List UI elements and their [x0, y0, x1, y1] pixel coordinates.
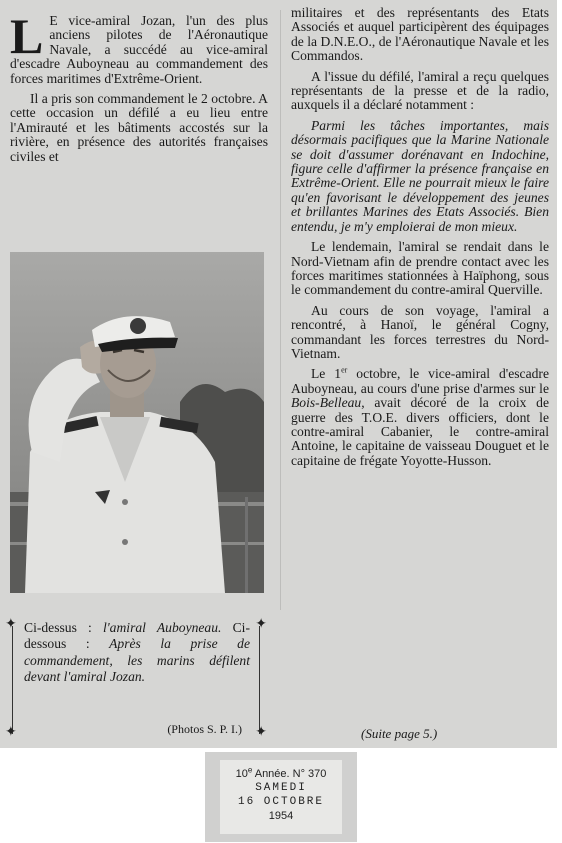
lead-paragraph [10, 8, 268, 86]
caption-lead-1: Ci-dessus : [24, 620, 103, 635]
paragraph-2-continued: militaires et des représentants des Etats Associés et auquel participèrent des équipages de la D.N.E.O., de l'Aéronautique Navale et les Commandos. [291, 5, 549, 64]
paragraph-5: Au cours de son voyage, l'amiral a rencontré, à Hanoï, le général Cogny, commandant les forces terrestres du Nord-Vietnam. [291, 302, 549, 361]
p6-start: Le 1 [311, 366, 342, 382]
column-divider [280, 10, 281, 610]
continued-note: (Suite page 5.) [361, 726, 438, 741]
drop-cap: L [10, 8, 44, 64]
dateline-box [205, 752, 357, 842]
left-column [10, 8, 268, 170]
caption-text [24, 620, 250, 686]
admiral-quote: Parmi les tâches importantes, mais désormais pacifiques que la Marine Nationale se doit d'assumer dorénavant en Indochine, figure celle d'affirmer la présence française en Extrême-Orient. Elle ne pourrait mieux le faire qu'en favorisant le développement des jeunes et brillantes Marines des Etats Associés. Bien entendu, je m'y emploierai de mon mieux. [291, 117, 549, 234]
caption-italic-2: Après la prise de commandement, les marins défilent devant l'amiral Jozan. [24, 636, 250, 685]
photo-caption [5, 617, 267, 740]
right-column [291, 6, 549, 474]
year: 1954 [268, 810, 294, 822]
p6-middle: octobre, le vice-amiral d'escadre Auboyneau, au cours d'une prise d'armes sur le [291, 366, 549, 396]
star-ornament: ✦ [255, 617, 267, 632]
date: 16 OCTOBRE [237, 796, 324, 808]
p6-superscript: er [341, 365, 348, 375]
star-ornament: ✦ [255, 725, 267, 740]
paragraph-4: Le lendemain, l'amiral se rendait dans le Nord-Vietnam afin de prendre contact avec les forces maritimes stationnées à Haïphong, sous le commandement du contre-amiral Querville. [291, 239, 549, 298]
paragraph-2: Il a pris son commandement le 2 octobre. A cette occasion un défilé a eu lieu entre l'Amirauté et les bâtiments accostés sur la rivière, en présence des autorités françaises civiles et [10, 91, 268, 164]
star-ornament: ✦ [5, 725, 17, 740]
issue-number [220, 760, 342, 781]
issue-year-num: 10 [235, 768, 248, 780]
p6-end: , avait décoré de la croix de guerre des T.O.E. divers officiers, dont le contre-amiral Cabanier, le contre-amiral Antoine, le capitaine de vaisseau Douguet et le capitaine de frégate Yoyotte-Husson. [291, 395, 549, 468]
weekday: SAMEDI [255, 782, 307, 794]
caption-left-rule [12, 626, 13, 734]
caption-lead-2: Ci-dessous : [24, 620, 250, 652]
paragraph-3: A l'issue du défilé, l'amiral a reçu quelques représentants de la presse et de la radio, auxquels il a déclaré notamment : [291, 68, 549, 113]
photo-credit: (Photos S. P. I.) [167, 722, 242, 736]
paragraph-6 [291, 367, 549, 468]
lead-text: E vice-amiral Jozan, l'un des plus anciens pilotes de l'Aéronautique Navale, a succédé au vice-amiral d'escadre Auboyneau au commandement des forces maritimes d'Extrême-Orient. [10, 13, 268, 86]
caption-right-rule [259, 626, 260, 734]
caption-italic-1: l'amiral Auboyneau. [103, 620, 222, 635]
issue-text: Année. N° 370 [252, 768, 327, 780]
issue-sup: e [247, 765, 253, 775]
star-ornament: ✦ [5, 617, 17, 632]
dateline-inner [220, 760, 342, 834]
admiral-photo [10, 252, 264, 593]
ship-name: Bois-Belleau [291, 395, 362, 411]
